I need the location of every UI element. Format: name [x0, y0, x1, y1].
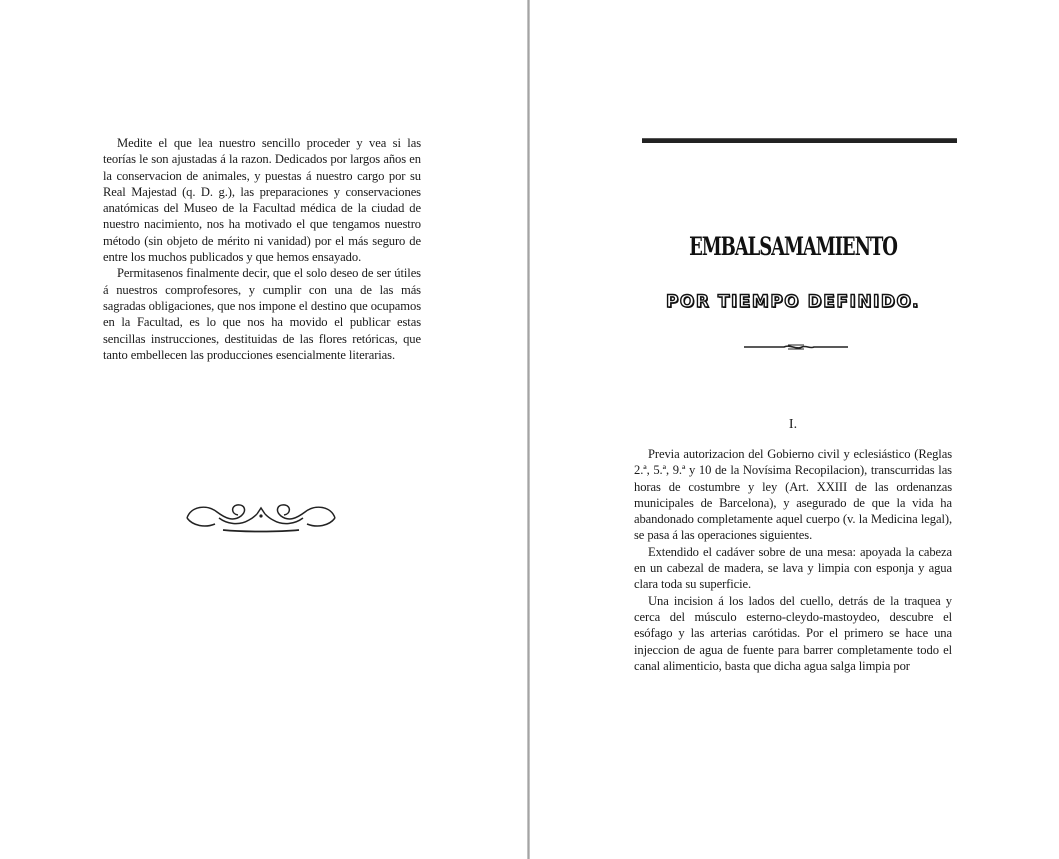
left-paragraph-1: Medite el que lea nuestro sencillo proceder y vea si las teorías le son ajustadas á la razon. Dedicados por largos años en la conservacion de animales, y puestas á nuestro cargo por su Real Majestad (q. D. g.), las preparaciones y conservaciones anatómicas del Museo de la Facultad médica de la ciudad de nuestro nacimiento, nos ha motivado el que tengamos nuestro método (sin objeto de mérito ni vanidad) por el más seguro de entre los muchos publicados y que hemos ensayado. — [103, 136, 421, 265]
top-rule — [642, 138, 957, 143]
right-page-text — [634, 446, 952, 674]
left-paragraph-2: Permitasenos finalmente decir, que el solo deseo de ser útiles á nuestros comprofesores, y cumplir con una de las más sagradas obligaciones, que nos impone el destino que ocupamos en la Facultad, es lo que nos ha movido el publicar estas sencillas instrucciones, destituidas de las flores retóricas, que tanto embellecen las producciones esencialmente literarias. — [103, 266, 421, 362]
right-paragraph-2: Extendido el cadáver sobre de una mesa: apoyada la cabeza en un cabezal de madera, se lava y limpia con esponja y agua clara toda su superficie. — [634, 544, 952, 592]
section-number: I. — [788, 417, 798, 432]
right-paragraph-3: Una incision á los lados del cuello, detrás de la traquea y cerca del músculo esterno-cleydo-mastoydeo, descubre el esófago y las arterias carótidas. Por el primero se hace una injeccion de agua de fuente para barrer completamente todo el canal alimenticio, basta que dicha agua salga limpia por — [634, 593, 952, 673]
left-page-text — [103, 135, 421, 363]
scroll-ornament-icon — [183, 494, 339, 534]
right-paragraph-1: Previa autorizacion del Gobierno civil y eclesiástico (Reglas 2.ª, 5.ª, 9.ª y 10 de la Novísima Recopilacion), transcurridas las horas de costumbre y ley (Art. XXIII de las ordenanzas municipales de Barcelona), y asegurado de que la vida ha abandonado completamente aquel cuerpo (v. la Medicina legal), se pasa á las operaciones siguientes. — [634, 447, 952, 543]
right-page — [530, 0, 1059, 859]
divider-ornament-icon — [744, 342, 848, 352]
left-page — [0, 0, 528, 859]
chapter-title: EMBALSAMAMIENTO — [689, 232, 897, 261]
chapter-subtitle: POR TIEMPO DEFINIDO. — [665, 292, 921, 312]
